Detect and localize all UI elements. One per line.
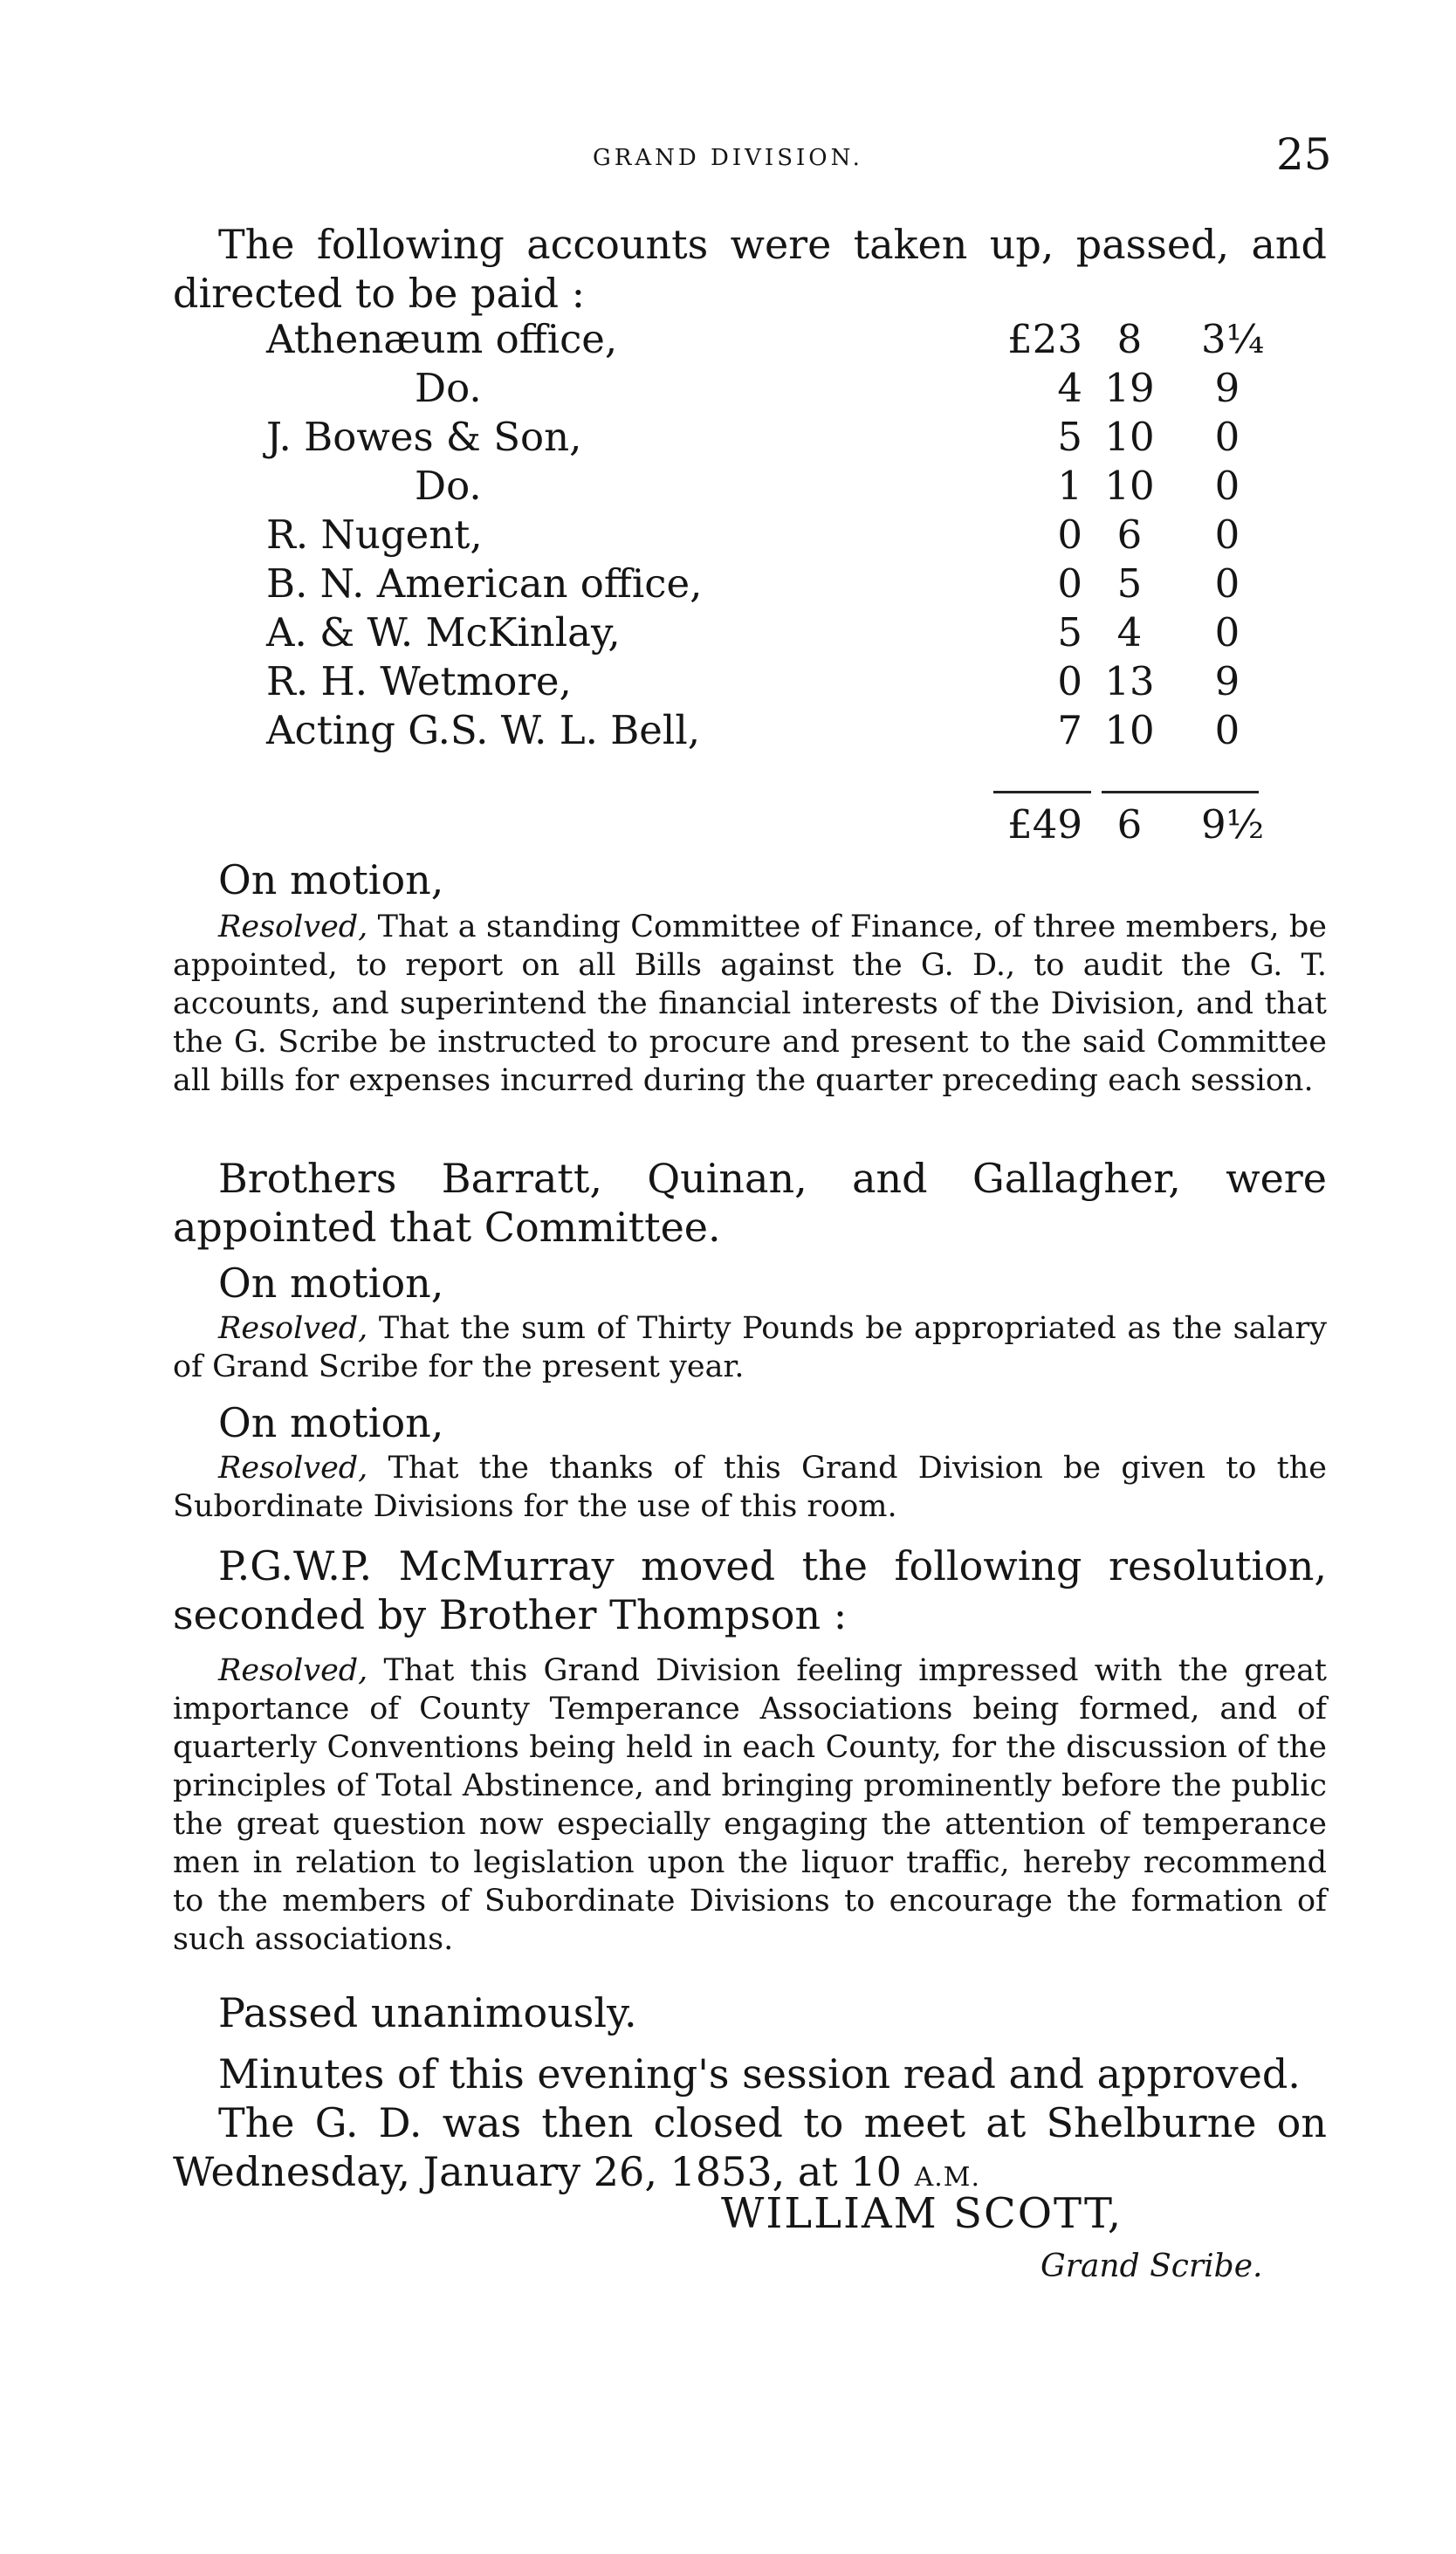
- account-shillings: 19: [1104, 365, 1155, 411]
- account-pounds: 5: [1057, 414, 1082, 460]
- account-row: [0, 463, 1456, 511]
- resolved-label: Resolved,: [218, 1311, 368, 1346]
- mcmurray-motion: P.G.W.P. McMurray moved the following resolution, seconded by Brother Thompson :: [173, 1542, 1327, 1638]
- account-shillings: 8: [1116, 316, 1143, 362]
- closing-text: The G. D. was then closed to meet at Shelburne on Wednesday, January 26, 1853, at 10: [173, 2099, 1327, 2195]
- account-pence: 0: [1214, 463, 1240, 509]
- resolution-salary: [173, 1309, 1327, 1386]
- account-name: B. N. American office,: [266, 560, 703, 607]
- sum-rule-shillings-pence: [1102, 791, 1259, 793]
- signature-title: Grand Scribe.: [1040, 2248, 1263, 2284]
- resolved-label: Resolved,: [218, 1451, 368, 1486]
- account-pounds: £23: [1007, 316, 1082, 362]
- account-pence: 9: [1214, 658, 1240, 704]
- total-shillings: 6: [1116, 801, 1143, 848]
- motion-label: On motion,: [218, 1260, 444, 1307]
- account-pence: 9: [1214, 365, 1240, 411]
- resolution-text: That the sum of Thirty Pounds be appropriated as the salary of Grand Scribe for the present year.: [173, 1311, 1327, 1384]
- account-name: Do.: [415, 365, 482, 411]
- account-shillings: 6: [1116, 511, 1143, 558]
- resolution-temperance: [173, 1651, 1327, 1959]
- account-pounds: 0: [1057, 560, 1082, 607]
- sum-rule-pounds: [993, 791, 1091, 793]
- total-pounds: £49: [1007, 801, 1082, 848]
- account-row: [0, 658, 1456, 707]
- resolved-label: Resolved,: [218, 910, 368, 944]
- account-row: [0, 511, 1456, 560]
- signature-name: WILLIAM SCOTT,: [721, 2189, 1123, 2238]
- committee-appointment: Brothers Barratt, Quinan, and Gallagher, were appointed that Committee.: [173, 1155, 1327, 1251]
- motion-label: On motion,: [218, 856, 444, 903]
- account-row: [0, 560, 1456, 609]
- closing-time: A.M.: [914, 2162, 981, 2193]
- account-pounds: 4: [1057, 365, 1082, 411]
- accounts-intro: The following accounts were taken up, passed, and directed to be paid :: [173, 221, 1327, 317]
- total-pence: 9½: [1201, 801, 1265, 848]
- account-pounds: 0: [1057, 511, 1082, 558]
- account-name: A. & W. McKinlay,: [266, 609, 621, 656]
- account-row: [0, 316, 1456, 365]
- account-name: R. Nugent,: [266, 511, 483, 558]
- resolution-text: That a standing Committee of Finance, of three members, be appointed, to report on all Bills against the G. D., to audit the G. T. accounts, and superintend the financial interests of the Division, and that the G. Scribe be instructed to procure and present to the said Committee all bills for expenses incurred during the quarter preceding each session.: [173, 910, 1327, 1098]
- account-name: R. H. Wetmore,: [266, 658, 572, 704]
- resolution-finance: [173, 908, 1327, 1100]
- account-row: [0, 414, 1456, 463]
- account-pounds: 7: [1057, 707, 1082, 753]
- account-pence: 0: [1214, 707, 1240, 753]
- running-header: GRAND DIVISION.: [593, 145, 863, 171]
- account-shillings: 10: [1104, 463, 1155, 509]
- account-shillings: 10: [1104, 707, 1155, 753]
- account-pounds: 5: [1057, 609, 1082, 656]
- resolution-text: That this Grand Division feeling impressed with the great importance of County Temperance Associations being formed, and of quarterly Conventions being held in each County, for the discussion of the principles of Total Abstinence, and bringing prominently before the public the great question now especially engaging the attention of temperance men in relation to legislation upon the liquor traffic, hereby recommend to the members of Subordinate Divisions to encourage the formation of such associations.: [173, 1653, 1327, 1957]
- account-row: [0, 707, 1456, 756]
- account-name: J. Bowes & Son,: [266, 414, 582, 460]
- page-number: 25: [1276, 129, 1332, 180]
- account-shillings: 5: [1116, 560, 1143, 607]
- resolution-thanks: [173, 1449, 1327, 1526]
- account-row: [0, 365, 1456, 414]
- account-name: Acting G.S. W. L. Bell,: [266, 707, 701, 753]
- account-shillings: 10: [1104, 414, 1155, 460]
- account-shillings: 4: [1116, 609, 1143, 656]
- account-pounds: 1: [1057, 463, 1082, 509]
- minutes-note: Minutes of this evening's session read and approved.: [218, 2050, 1301, 2097]
- account-pence: 0: [1214, 414, 1240, 460]
- account-pounds: 0: [1057, 658, 1082, 704]
- account-pence: 3¼: [1201, 316, 1265, 362]
- closing-note: [173, 2098, 1327, 2202]
- account-name: Do.: [415, 463, 482, 509]
- passed-note: Passed unanimously.: [218, 1989, 637, 2036]
- account-pence: 0: [1214, 609, 1240, 656]
- account-name: Athenæum office,: [266, 316, 618, 362]
- account-pence: 0: [1214, 511, 1240, 558]
- account-pence: 0: [1214, 560, 1240, 607]
- account-shillings: 13: [1104, 658, 1155, 704]
- resolution-text: That the thanks of this Grand Division be given to the Subordinate Divisions for the use of this room.: [173, 1451, 1327, 1524]
- motion-label: On motion,: [218, 1399, 444, 1446]
- resolved-label: Resolved,: [218, 1653, 368, 1688]
- total-row: [0, 801, 1456, 850]
- account-row: [0, 609, 1456, 658]
